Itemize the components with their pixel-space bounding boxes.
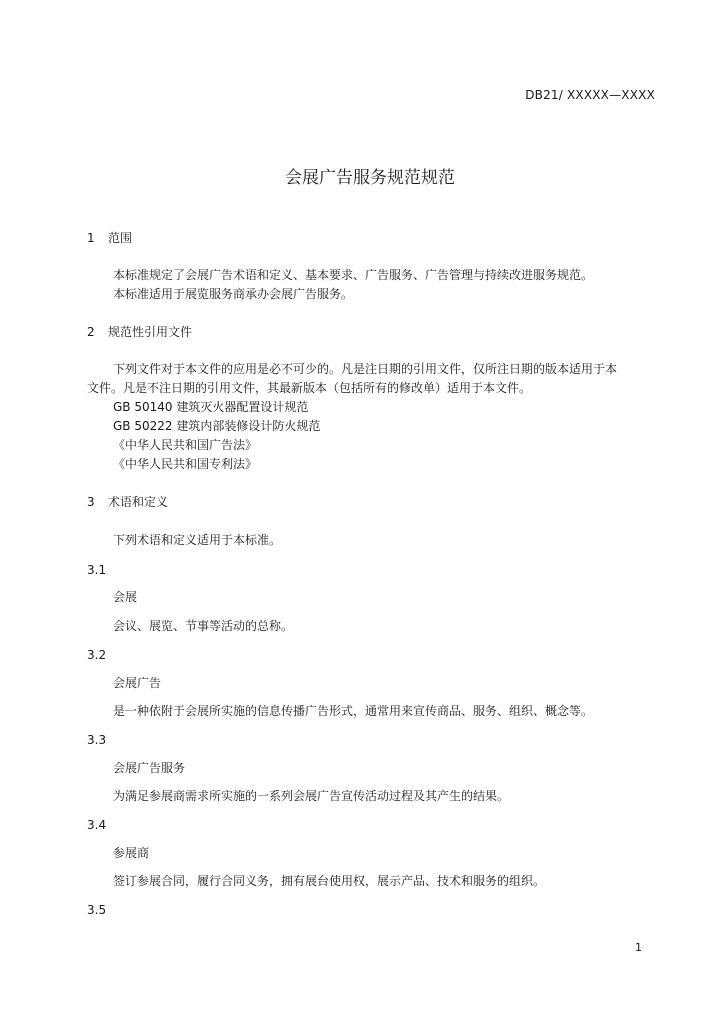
term-number: 3.3 — [87, 733, 107, 747]
reference-item: GB 50222 建筑内部装修设计防火规范 — [113, 419, 321, 433]
term-number: 3.5 — [87, 903, 107, 917]
term-name: 会展广告 — [113, 676, 162, 690]
paragraph: 本标准适用于展览服务商承办会展广告服务。 — [113, 287, 354, 301]
section-number: 1 — [87, 231, 95, 245]
paragraph-continuation: 文件。凡是不注日期的引用文件，其最新版本（包括所有的修改单）适用于本文件。 — [87, 381, 532, 395]
reference-item: 《中华人民共和国专利法》 — [113, 457, 258, 471]
section-title: 术语和定义 — [108, 495, 169, 509]
reference-item: GB 50140 建筑灭火器配置设计规范 — [113, 400, 309, 414]
term-name: 参展商 — [113, 846, 150, 860]
section-number: 3 — [87, 495, 95, 509]
document-code: DB21/ XXXXX—XXXX — [525, 88, 655, 102]
paragraph: 本标准规定了会展广告术语和定义、基本要求、广告服务、广告管理与持续改进服务规范。 — [113, 268, 594, 282]
term-definition: 是一种依附于会展所实施的信息传播广告形式，通常用来宣传商品、服务、组织、概念等。 — [113, 704, 594, 718]
paragraph: 下列文件对于本文件的应用是必不可少的。凡是注日期的引用文件，仅所注日期的版本适用于本 — [113, 362, 618, 376]
section-title: 范围 — [108, 231, 133, 245]
term-number: 3.4 — [87, 818, 107, 832]
term-definition: 签订参展合同，履行合同义务，拥有展台使用权，展示产品、技术和服务的组织。 — [113, 874, 546, 888]
term-name: 会展 — [113, 590, 138, 604]
term-definition: 为满足参展商需求所实施的一系列会展广告宣传活动过程及其产生的结果。 — [113, 789, 510, 803]
page-number: 1 — [635, 941, 642, 954]
term-name: 会展广告服务 — [113, 761, 186, 775]
section-title: 规范性引用文件 — [108, 325, 193, 339]
term-definition: 会议、展览、节事等活动的总称。 — [113, 619, 294, 633]
paragraph: 下列术语和定义适用于本标准。 — [113, 533, 282, 547]
reference-item: 《中华人民共和国广告法》 — [113, 438, 258, 452]
term-number: 3.2 — [87, 648, 107, 662]
term-number: 3.1 — [87, 563, 107, 577]
section-number: 2 — [87, 325, 95, 339]
document-title: 会展广告服务规范规范 — [285, 168, 455, 188]
